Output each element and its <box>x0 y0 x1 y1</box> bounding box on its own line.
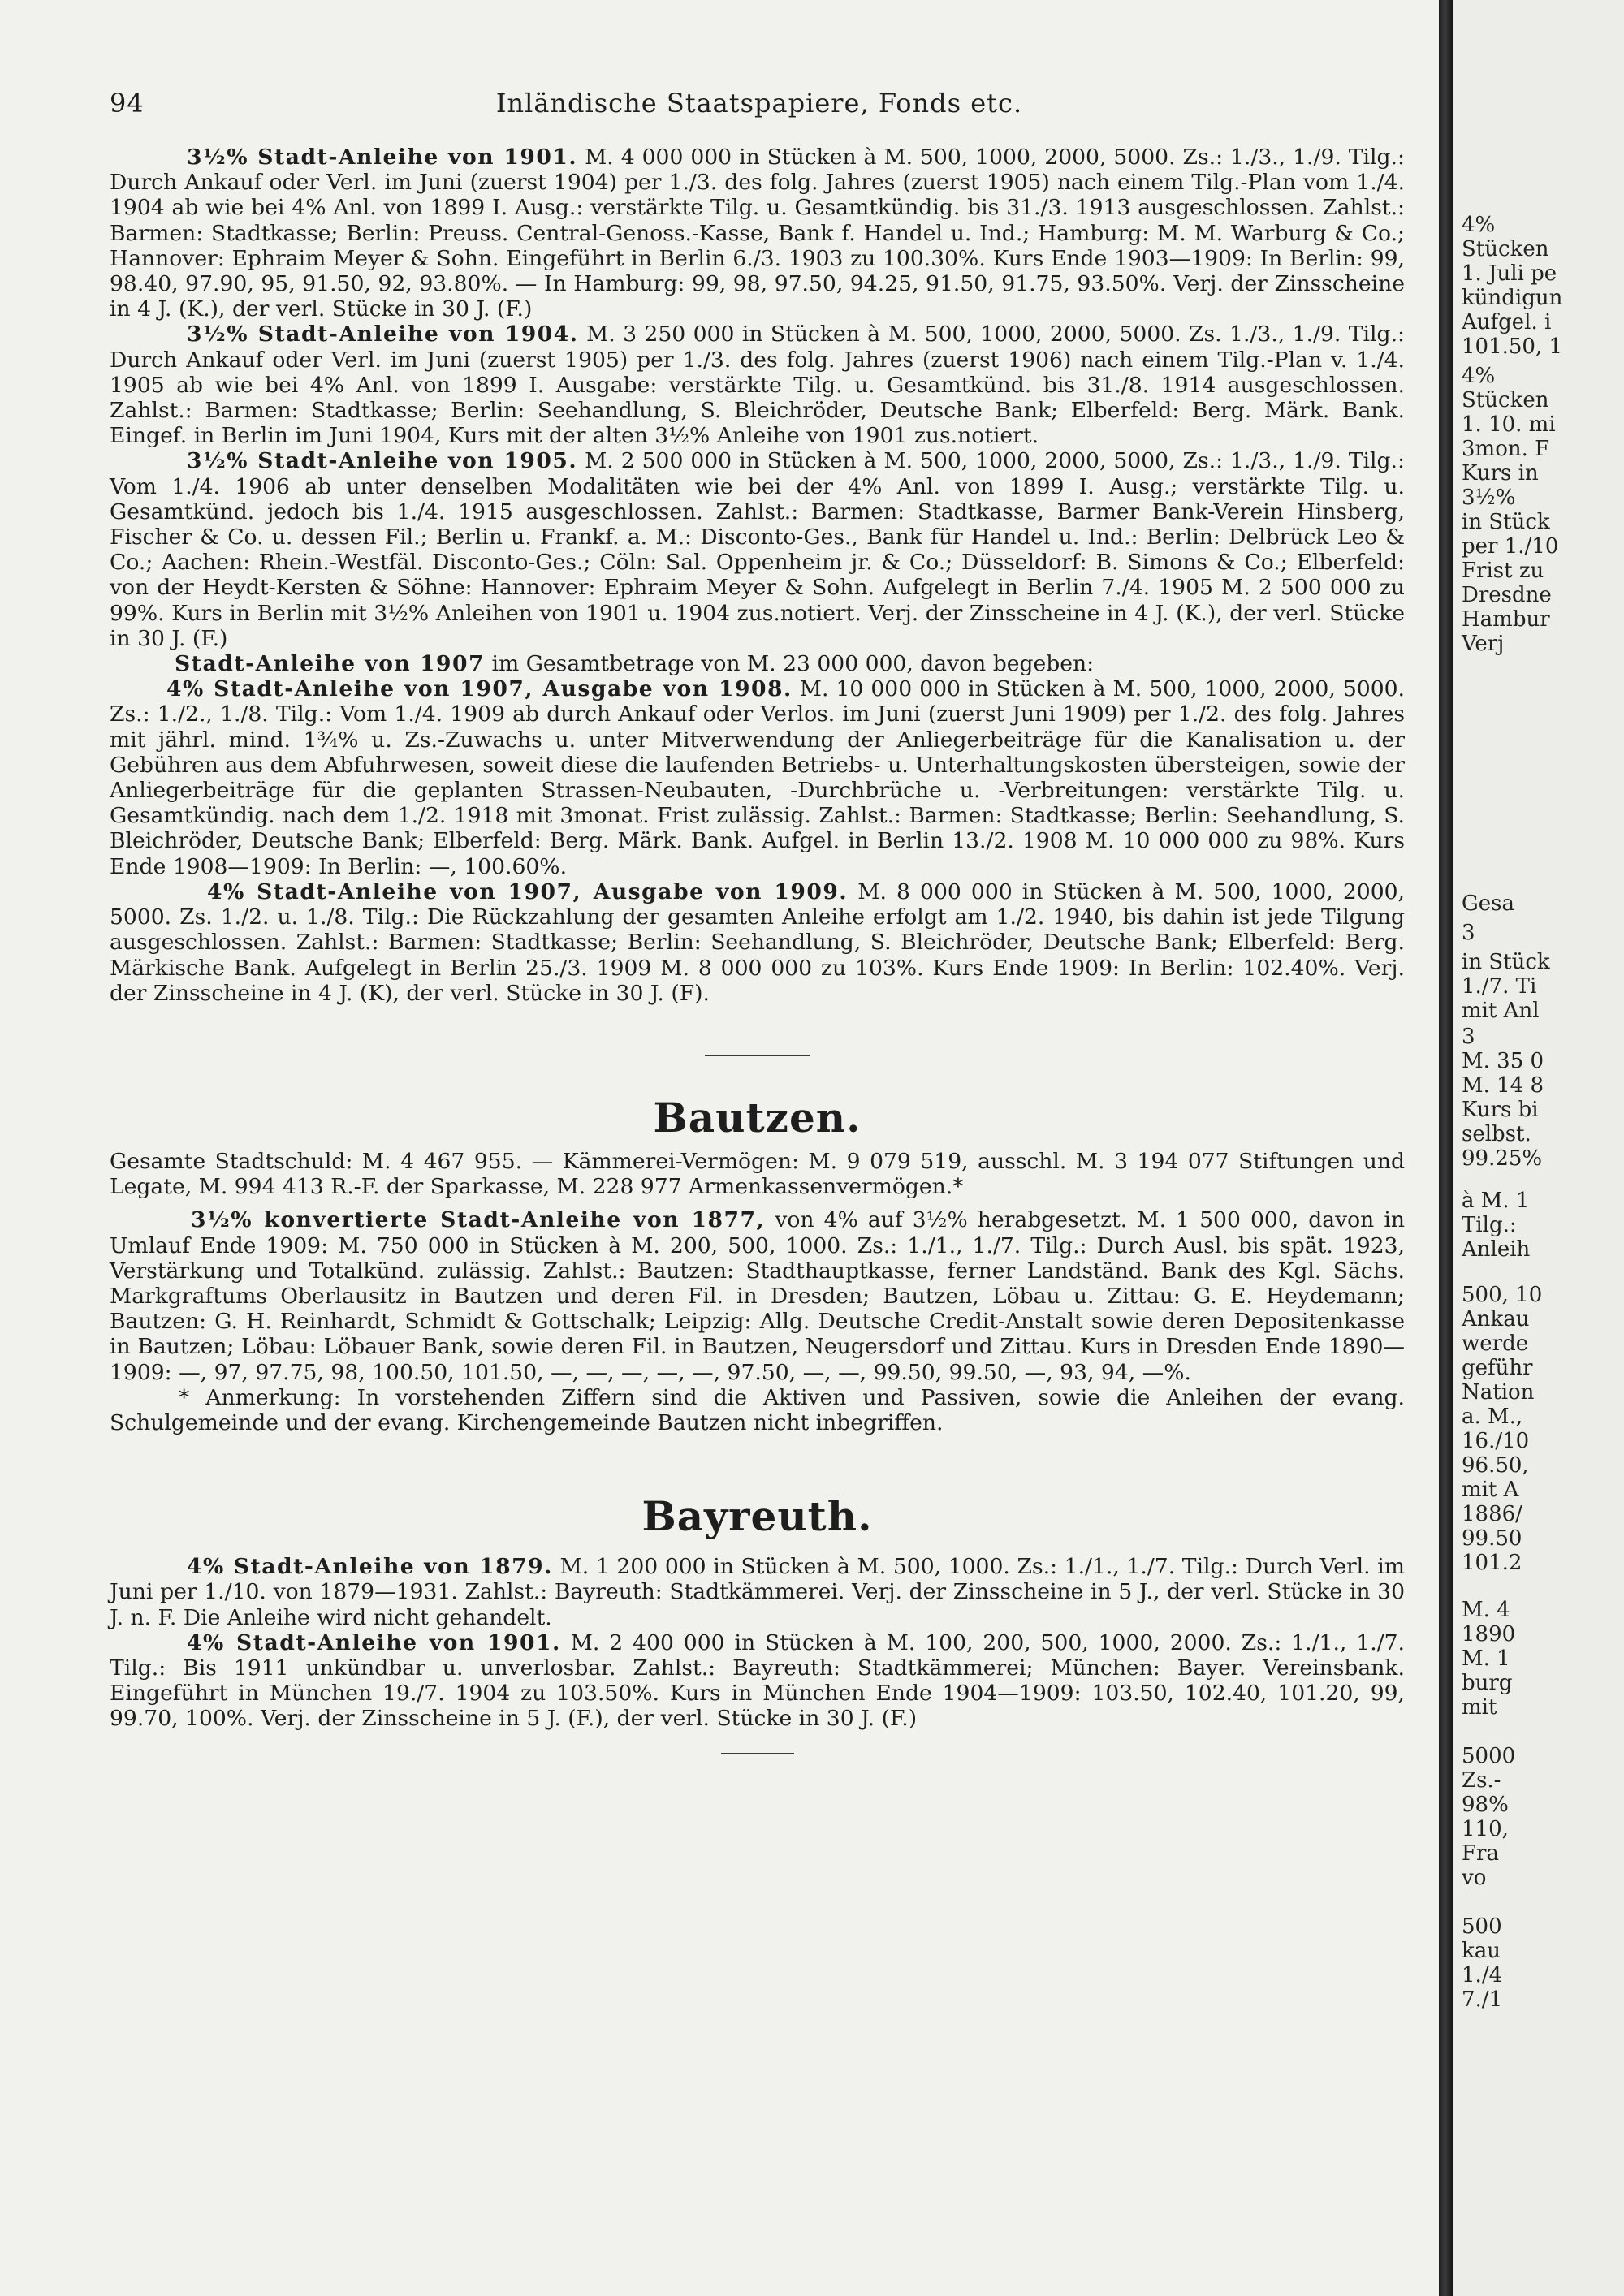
facing-page-fragment: Fra <box>1462 1841 1499 1866</box>
entry-text: von 4% auf 3½% herabgesetzt. M. 1 500 000, davon in Umlauf Ende 1909: M. 750 000 in Stücken à M. 200, 500, 1000. Zs.: 1./1., 1./7. Tilg.: Durch Ausl. bis spät. 1923, Verstärkung und Totalkünd. zulässig. Zahlst.: Bautzen: Stadthauptkasse, ferner Landständ. Bank des Kgl. Sächs. Markgraftums Oberlausitz in Bautzen und deren Fil. in Dresden; Bautzen, Löbau u. Zittau: G. E. Heydemann; Bautzen: G. H. Reinhardt, Schmidt & Gottschalk; Leipzig: Allg. Deutsche Credit-Anstalt sowie deren Depositenkasse in Bautzen; Löbau: Löbauer Bank, sowie deren Fil. in Bautzen, Neugersdorf und Zittau. Kurs in Dresden Ende 1890—1909: —, 97, 97.75, 98, 100.50, 101.50, —, —, —, —, —, 97.50, —, —, 99.50, 99.50, —, 93, 94, —%. <box>110 1207 1405 1385</box>
facing-page-fragment: mit Anl <box>1462 999 1540 1023</box>
facing-page-fragment: Ankau <box>1462 1307 1530 1331</box>
entry-text: M. 3 250 000 in Stücken à M. 500, 1000, 2000, 5000. Zs. 1./3., 1./9. Tilg.: Durch Ankauf oder Verl. im Juni (zuerst 1905) per 1./3. des folg. Jahres (zuerst 1906) nach einem Tilg.-Plan v. 1./4. 1905 ab wie bei 4% Anl. von 1899 I. Ausgabe: verstärkte Tilg. u. Gesamtkünd. bis 31./8. 1914 ausgeschlossen. Zahlst.: Barmen: Stadtkasse; Berlin: Seehandlung, S. Bleichröder, Deutsche Bank; Elberfeld: Berg. Märk. Bank. Eingef. in Berlin im Juni 1904, Kurs mit der alten 3½% Anleihe von 1901 zus.notiert. <box>110 322 1405 449</box>
facing-page-fragment: mit A <box>1462 1478 1519 1502</box>
entry-heading: 4% Stadt-Anleihe von 1907, Ausgabe von 1908. <box>166 676 793 702</box>
facing-page-fragment: selbst. <box>1462 1122 1531 1146</box>
bautzen-debt-summary: Gesamte Stadtschuld: M. 4 467 955. — Kämmerei-Vermögen: M. 9 079 519, ausschl. M. 3 194 077 Stiftungen und Legate, M. 994 413 R.-F. der Sparkasse, M. 228 977 Armenkassenvermögen.* <box>110 1148 1405 1200</box>
entry-text: M. 1 200 000 in Stücken à M. 500, 1000. Zs.: 1./1., 1./7. Tilg.: Durch Verl. im Juni per 1./10. von 1879—1931. Zahlst.: Bayreuth: Stadtkämmerei. Verj. der Zinsscheine in 5 J., der verl. Stücke in 30 J. n. F. Die Anleihe wird nicht gehandelt. <box>110 1554 1405 1630</box>
facing-page-fragment: Aufgel. i <box>1462 310 1552 334</box>
facing-page-fragment: 5000 <box>1462 1744 1516 1768</box>
page-header <box>110 88 1409 130</box>
facing-page-fragment: 3mon. F <box>1462 437 1550 461</box>
entry-barmen-1905 <box>110 448 1405 651</box>
facing-page-fragment: M. 1 <box>1462 1646 1510 1671</box>
facing-page-fragment: in Stück <box>1462 950 1550 974</box>
facing-page-fragment: 101.2 <box>1462 1551 1522 1575</box>
facing-page-fragment: burg <box>1462 1671 1513 1695</box>
facing-page-fragment: 1./7. Ti <box>1462 974 1537 999</box>
facing-page-fragment: in Stück <box>1462 510 1550 534</box>
entry-bautzen-1877 <box>110 1207 1405 1384</box>
entry-heading: 4% Stadt-Anleihe von 1879. <box>187 1554 553 1580</box>
facing-page-fragment: 3 <box>1462 1025 1475 1049</box>
section-divider <box>705 1055 810 1056</box>
entry-heading: 4% Stadt-Anleihe von 1907, Ausgabe von 1909. <box>207 878 849 904</box>
entry-heading: 3½% konvertierte Stadt-Anleihe von 1877, <box>191 1207 766 1233</box>
facing-page-fragment: 101.50, 1 <box>1462 334 1563 359</box>
entry-barmen-1909 <box>110 879 1405 1006</box>
entry-barmen-1904 <box>110 322 1405 448</box>
entry-bayreuth-1879 <box>110 1554 1405 1630</box>
facing-page-fragment: 110, <box>1462 1817 1509 1841</box>
facing-page-fragment: mit <box>1462 1695 1497 1720</box>
facing-page-fragment: Gesa <box>1462 891 1514 916</box>
facing-page-fragment: Anleih <box>1462 1237 1531 1262</box>
entry-heading: 3½% Stadt-Anleihe von 1905. <box>187 448 578 474</box>
facing-page-fragment: 98% <box>1462 1793 1509 1817</box>
facing-page-fragment: 99.50 <box>1462 1526 1522 1551</box>
facing-page-fragment: M. 35 0 <box>1462 1049 1544 1073</box>
facing-page-fragment: a. M., <box>1462 1405 1523 1429</box>
facing-page-fragment: 500 <box>1462 1914 1502 1939</box>
entry-barmen-1907 <box>110 651 1405 676</box>
facing-page-fragment: Nation <box>1462 1380 1535 1405</box>
facing-page-fragment: Hambur <box>1462 607 1550 632</box>
facing-page-fragment: Verj <box>1462 632 1505 656</box>
facing-page-fragment: 3 <box>1462 921 1475 945</box>
facing-page-fragment: 7./1 <box>1462 1987 1503 2012</box>
facing-page-fragment: M. 14 8 <box>1462 1073 1544 1098</box>
facing-page-fragment: per 1./10 <box>1462 534 1559 559</box>
facing-page-fragment: Dresdne <box>1462 583 1552 607</box>
facing-page-fragment: Stücken <box>1462 237 1549 261</box>
facing-page-fragment: 1./4 <box>1462 1963 1503 1987</box>
facing-page-fragment: vo <box>1462 1866 1487 1890</box>
entry-bayreuth-1901 <box>110 1630 1405 1732</box>
city-heading-bautzen: Bautzen. <box>653 1093 862 1142</box>
entry-text: M. 8 000 000 in Stücken à M. 500, 1000, 2000, 5000. Zs. 1./2. u. 1./8. Tilg.: Die Rückzahlung der gesamten Anleihe erfolgt am 1./2. 1940, bis dahin ist jede Tilgung ausgeschlossen. Zahlst.: Barmen: Stadtkasse; Berlin: Seehandlung, S. Bleichröder, Deutsche Bank; Elberfeld: Berg. Märkische Bank. Aufgelegt in Berlin 25./3. 1909 M. 8 000 000 zu 103%. Kurs Ende 1909: In Berlin: 102.40%. Verj. der Zinsscheine in 4 J. (K), der verl. Stücke in 30 J. (F). <box>110 878 1405 1006</box>
facing-page-fragment: 4% <box>1462 364 1496 388</box>
entry-text: M. 4 000 000 in Stücken à M. 500, 1000, 2000, 5000. Zs.: 1./3., 1./9. Tilg.: Durch Ankauf oder Verl. im Juni (zuerst 1904) per 1./3. des folg. Jahres (zuerst 1905) nach einem Tilg.-Plan vom 1./4. 1904 ab wie bei 4% Anl. von 1899 I. Ausg.: verstärkte Tilg. u. Gesamtkündig. bis 31./3. 1913 ausgeschlossen. Zahlst.: Barmen: Stadtkasse; Berlin: Preuss. Central-Genoss.-Kasse, Bank f. Handel u. Ind.; Hamburg: M. M. Warburg & Co.; Hannover: Ephraim Meyer & Sohn. Eingeführt in Berlin 6./3. 1903 zu 100.30%. Kurs Ende 1903—1909: In Berlin: 99, 98.40, 97.90, 95, 91.50, 92, 93.80%. — In Hamburg: 99, 98, 97.50, 94.25, 91.50, 91.75, 93.50%. Verj. der Zinsscheine in 4 J. (K.), der verl. Stücke in 30 J. (F.) <box>110 145 1405 322</box>
facing-page-fragment: 1. Juli pe <box>1462 261 1557 286</box>
footnote: * Anmerkung: In vorstehenden Ziffern sind die Aktiven und Passiven, sowie die Anleihen der evang. Schulgemeinde und der evang. Kirchengemeinde Bautzen nicht inbegriffen. <box>110 1384 1405 1435</box>
facing-page-fragment: 96.50, <box>1462 1453 1529 1478</box>
entry-text: M. 2 500 000 in Stücken à M. 500, 1000, 2000, 5000, Zs.: 1./3., 1./9. Tilg.: Vom 1./4. 1906 ab unter denselben Modalitäten wie bei der 4% Anl. von 1899 I. Ausg.; verstärkte Tilg. u. Gesamtkünd. jedoch bis 1./4. 1915 ausgeschlossen. Zahlst.: Barmen: Stadtkasse, Barmer Bank-Verein Hinsberg, Fischer & Co. u. dessen Fil.; Berlin u. Frankf. a. M.: Disconto-Ges., Bank für Handel u. Ind.: Berlin: Delbrück Leo & Co.; Aachen: Rhein.-Westfäl. Disconto-Ges.; Cöln: Sal. Oppenheim jr. & Co.; Düsseldorf: B. Simons & Co.; Elberfeld: von der Heydt-Kersten & Söhne: Hannover: Ephraim Meyer & Sohn. Aufgelegt in Berlin 7./4. 1905 M. 2 500 000 zu 99%. Kurs in Berlin mit 3½% Anleihen von 1901 u. 1904 zus.notiert. Verj. der Zinsscheine in 4 J. (K.), der verl. Stücke in 30 J. (F.) <box>110 448 1405 651</box>
page-number: 94 <box>110 88 145 119</box>
facing-page-fragment: 99.25% <box>1462 1146 1543 1171</box>
book-gutter <box>1439 0 1453 2296</box>
section-divider <box>721 1753 794 1754</box>
facing-page-fragment: 1886/ <box>1462 1502 1522 1526</box>
facing-page-fragment: Kurs in <box>1462 461 1539 486</box>
entry-text: im Gesamtbetrage von M. 23 000 000, davon begeben: <box>491 651 1095 677</box>
facing-page-fragment: 4% <box>1462 213 1496 237</box>
entry-heading: 4% Stadt-Anleihe von 1901. <box>187 1629 561 1655</box>
city-heading-bayreuth: Bayreuth. <box>641 1492 873 1541</box>
facing-page-fragment: kau <box>1462 1939 1501 1963</box>
facing-page-fragment: 1. 10. mi <box>1462 412 1556 437</box>
facing-page-fragment: geführ <box>1462 1356 1533 1380</box>
facing-page-fragment: werde <box>1462 1331 1529 1356</box>
facing-page-fragment: Kurs bi <box>1462 1098 1539 1122</box>
entry-heading: 3½% Stadt-Anleihe von 1901. <box>187 145 578 170</box>
entry-text: M. 2 400 000 in Stücken à M. 100, 200, 500, 1000, 2000. Zs.: 1./1., 1./7. Tilg.: Bis 1911 unkündbar u. unverlosbar. Zahlst.: Bayreuth: Stadtkämmerei; München: Bayer. Vereinsbank. Eingeführt in München 19./7. 1904 zu 103.50%. Kurs in München Ende 1904—1909: 103.50, 102.40, 101.20, 99, 99.70, 100%. Verj. der Zinsscheine in 5 J. (F.), der verl. Stücke in 30 J. (F.) <box>110 1629 1405 1732</box>
facing-page-fragment: 500, 10 <box>1462 1283 1543 1307</box>
entry-barmen-1901 <box>110 145 1405 322</box>
facing-page-fragment: Tilg.: <box>1462 1213 1517 1237</box>
facing-page-fragment: 1890 <box>1462 1622 1516 1646</box>
entry-heading: Stadt-Anleihe von 1907 <box>175 651 486 677</box>
page-right-edge <box>1453 0 1624 2296</box>
facing-page-fragment: à M. 1 <box>1462 1189 1530 1213</box>
text-column <box>110 145 1405 1754</box>
entry-heading: 3½% Stadt-Anleihe von 1904. <box>187 322 579 347</box>
facing-page-fragment: Frist zu <box>1462 559 1544 583</box>
facing-page-fragment: Stücken <box>1462 388 1549 412</box>
facing-page-fragment: 3½% <box>1462 486 1516 510</box>
facing-page-fragment: Zs.- <box>1462 1768 1501 1793</box>
running-title: Inländische Staatspapiere, Fonds etc. <box>495 88 1023 119</box>
entry-text: M. 10 000 000 in Stücken à M. 500, 1000, 2000, 5000. Zs.: 1./2., 1./8. Tilg.: Vom 1./4. 1909 ab durch Ankauf oder Verlos. im Juni (zuerst Juni 1909) per 1./2. des folg. Jahres mit jährl. mind. 1¾% u. Zs.-Zuwachs u. unter Mitverwendung der Anliegerbeiträge für die Kanalisation u. der Gebühren aus dem Abfuhrwesen, soweit diese die laufenden Betriebs- u. Unterhaltungskosten übersteigen, sowie der Anliegerbeiträge für die geplanten Strassen-Neubauten, -Durchbrüche u. -Verbreitungen: verstärkte Tilg. u. Gesamtkündig. nach dem 1./2. 1918 mit 3monat. Frist zulässig. Zahlst.: Barmen: Stadtkasse; Berlin: Seehandlung, S. Bleichröder, Deutsche Bank; Elberfeld: Berg. Märk. Bank. Aufgel. in Berlin 13./2. 1908 M. 10 000 000 zu 98%. Kurs Ende 1908—1909: In Berlin: —, 100.60%. <box>110 676 1405 879</box>
entry-barmen-1908 <box>110 676 1405 879</box>
facing-page-fragment: kündigun <box>1462 286 1563 310</box>
facing-page-fragment: M. 4 <box>1462 1598 1510 1622</box>
facing-page-fragment: 16./10 <box>1462 1429 1530 1453</box>
